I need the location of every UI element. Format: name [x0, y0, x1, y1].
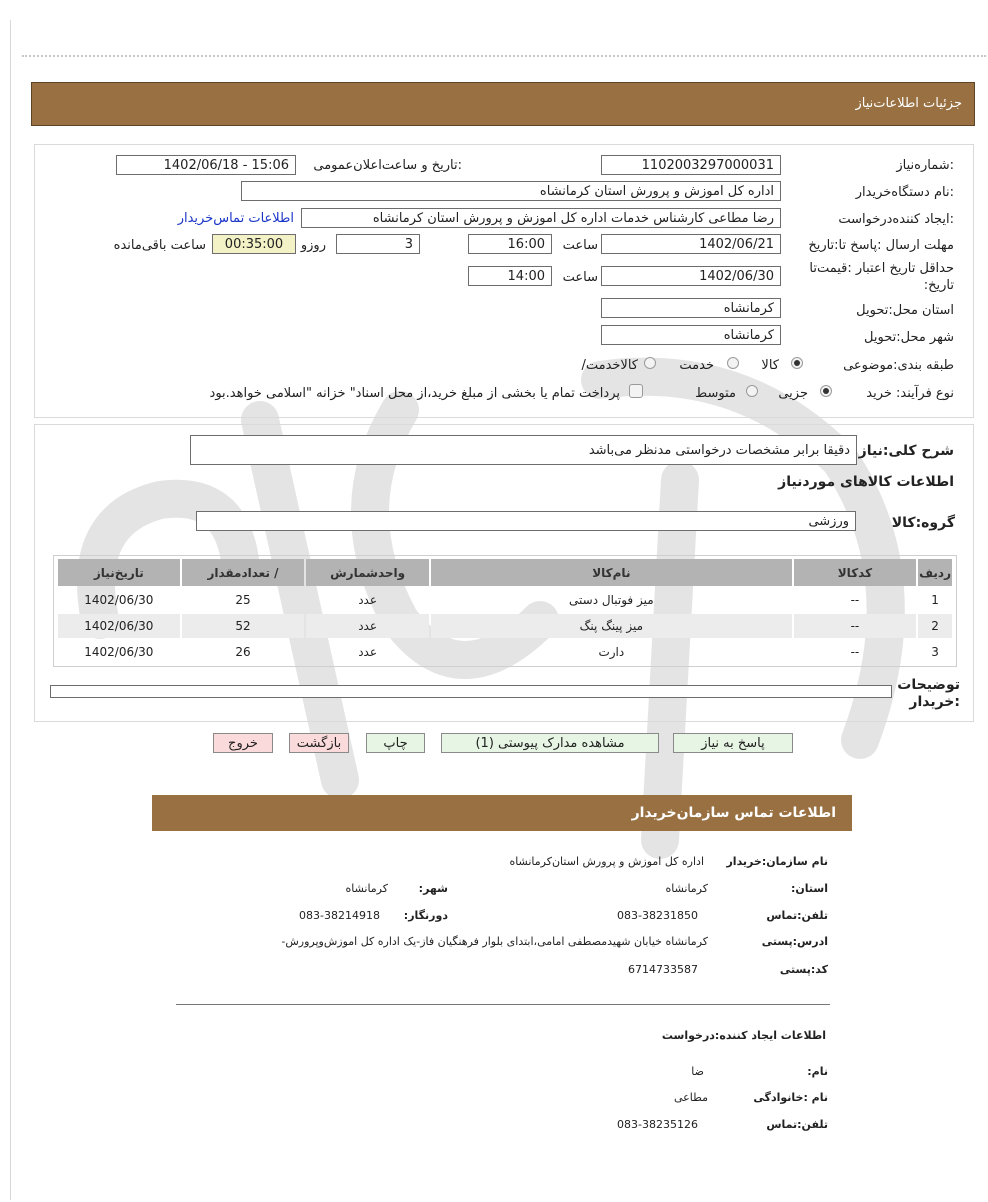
- creator-family-label: نام :خانوادگی: [753, 1091, 828, 1104]
- cell-unit: عدد: [358, 645, 378, 659]
- deadline-time-field: 16:00: [468, 234, 552, 254]
- col-need-date: تاریخ‌نیاز: [58, 559, 180, 586]
- contact-divider: [176, 1004, 830, 1005]
- contact-city-value: کرمانشاه: [345, 882, 388, 895]
- contact-phone-label: تلفن:تماس: [766, 909, 828, 922]
- creator-label: ایجاد کننده‌درخواست:: [838, 212, 954, 227]
- category-radio-goods[interactable]: [791, 357, 803, 369]
- category-goods-label: کالا: [761, 358, 779, 373]
- items-table-header: [58, 559, 952, 586]
- validity-label-1: حداقل تاریخ اعتبار :قیمت‌تا: [809, 261, 954, 276]
- contact-province-value: کرمانشاه: [665, 882, 708, 895]
- validity-time-field: 14:00: [468, 266, 552, 286]
- print-button[interactable]: چاپ: [366, 733, 425, 753]
- need-number-field: 1102003297000031: [601, 155, 781, 175]
- category-service-label: خدمت: [679, 358, 714, 373]
- cell-unit: عدد: [306, 614, 429, 638]
- cell-item-name: میز فوتبال دستی: [569, 593, 654, 607]
- buyer-contact-link[interactable]: اطلاعات تماس‌خریدار: [177, 211, 294, 226]
- col-unit: واحدشمارش: [306, 559, 429, 586]
- goods-info-title: اطلاعات کالاهای موردنیاز: [778, 474, 954, 490]
- process-medium-label: متوسط: [695, 386, 736, 401]
- contact-org-value: اداره کل اموزش و پرورش استان‌کرمانشاه: [509, 855, 704, 868]
- days-field: 3: [336, 234, 420, 254]
- contact-org-label: نام سازمان:خریدار: [726, 855, 828, 868]
- creator-phone-value: 083-38235126: [617, 1118, 698, 1131]
- view-documents-button[interactable]: مشاهده مدارک پیوستی (1): [441, 733, 659, 753]
- buyer-notes-field: [50, 685, 892, 698]
- deadline-time-word: ساعت: [562, 238, 598, 253]
- need-number-label: شماره‌نیاز:: [896, 158, 954, 173]
- contact-phone-value: 083-38231850: [617, 909, 698, 922]
- city-field: کرمانشاه: [601, 325, 781, 345]
- process-radio-small[interactable]: [820, 385, 832, 397]
- category-radio-service[interactable]: [727, 357, 739, 369]
- treasury-text: پرداخت تمام یا بخشی از مبلغ خرید،از محل اسناد" خزانه "اسلامی خواهد.بود: [209, 386, 620, 401]
- page-header-bar: [31, 82, 975, 126]
- city-label: شهر محل:تحویل: [864, 330, 954, 345]
- announce-label: تاریخ و ساعت‌اعلان‌عمومی:: [313, 158, 462, 173]
- creator-info-title: اطلاعات ایجاد کننده:درخواست: [661, 1029, 826, 1042]
- items-table: [56, 557, 954, 666]
- reply-button[interactable]: پاسخ به نیاز: [673, 733, 793, 753]
- dotted-divider: [22, 55, 986, 57]
- treasury-checkbox[interactable]: [629, 384, 643, 398]
- col-row-number: ردیف: [918, 559, 952, 586]
- process-radio-medium[interactable]: [746, 385, 758, 397]
- validity-time-word: ساعت: [562, 270, 598, 285]
- cell-need-date: 1402/06/30: [84, 645, 154, 659]
- goods-group-label: گروه:کالا: [891, 515, 955, 531]
- contact-address-label: ادرس:پستی: [761, 935, 828, 948]
- page-header-title: جزئیات اطلاعات‌نیاز: [855, 96, 962, 111]
- contact-header-title: اطلاعات تماس سازمان‌خریدار: [631, 805, 836, 821]
- goods-group-field: ورزشی: [196, 511, 856, 531]
- category-label: طبقه بندی:موضوعی: [843, 358, 954, 373]
- province-field: کرمانشاه: [601, 298, 781, 318]
- cell-row-number: 2: [918, 614, 952, 638]
- contact-postal-value: 6714733587: [628, 963, 698, 976]
- days-word: روزو: [300, 238, 326, 253]
- table-row: [58, 614, 952, 638]
- validity-label-2: :تاریخ: [923, 278, 954, 293]
- process-small-label: جزیی: [778, 386, 808, 401]
- buyer-org-label: نام دستگاه‌خریدار:: [855, 185, 954, 200]
- cell-item-code: --: [850, 593, 860, 607]
- process-label: نوع فرآیند: خرید: [866, 386, 954, 401]
- cell-quantity: 25: [235, 593, 251, 607]
- remaining-label: ساعت باقی‌مانده: [113, 238, 206, 253]
- deadline-label: مهلت ارسال :پاسخ تا:تاریخ: [808, 238, 954, 253]
- announce-value: 1402/06/18 - 15:06: [163, 158, 289, 173]
- cell-row-number: 3: [931, 645, 939, 659]
- cell-quantity: 26: [235, 645, 251, 659]
- creator-phone-label: تلفن:تماس: [766, 1118, 828, 1131]
- buyer-org-field: اداره کل اموزش و پرورش استان کرمانشاه: [241, 181, 781, 201]
- category-radio-goods-service[interactable]: [644, 357, 656, 369]
- description-label: شرح کلی:نیاز: [858, 443, 954, 459]
- creator-field: رضا مطاعی کارشناس خدمات اداره کل اموزش و پرورش استان کرمانشاه: [301, 208, 781, 228]
- cell-quantity: 52: [182, 614, 305, 638]
- deadline-date-field: 1402/06/21: [601, 234, 781, 254]
- announce-field: [116, 155, 296, 175]
- contact-postal-label: کد:پستی: [779, 963, 828, 976]
- remaining-time-field: 00:35:00: [212, 234, 296, 254]
- cell-item-name: میز پینگ پنگ: [431, 614, 792, 638]
- cell-item-name: دارت: [598, 645, 625, 659]
- cell-need-date: 1402/06/30: [84, 593, 154, 607]
- col-item-code: کدکالا: [794, 559, 916, 586]
- validity-date-field: 1402/06/30: [601, 266, 781, 286]
- table-row: [58, 588, 952, 612]
- table-row: [58, 640, 952, 664]
- buyer-notes-label: توضیحات :خریدار: [897, 677, 960, 710]
- contact-province-label: :استان: [790, 882, 828, 895]
- cell-item-code: --: [794, 614, 916, 638]
- creator-name-label: :نام: [807, 1065, 828, 1078]
- category-goods-service-label: /کالاخدمت: [581, 358, 638, 373]
- col-item-name: نام‌کالا: [431, 559, 792, 586]
- contact-fax-value: 083-38214918: [299, 909, 380, 922]
- back-button[interactable]: بازگشت: [289, 733, 349, 753]
- col-quantity: / تعدادمقدار: [182, 559, 305, 586]
- cell-need-date: 1402/06/30: [58, 614, 180, 638]
- creator-name-value: ضا: [691, 1065, 704, 1078]
- contact-address-value: -کرمانشاه خیابان شهیدمصطفی امامی،ابتدای بلوار فرهنگیان فاز-یک اداره کل اموزش‌وپرورش: [281, 935, 708, 948]
- cell-unit: عدد: [358, 593, 378, 607]
- description-field: دقیقا برابر مشخصات درخواستی مدنظر می‌باشد: [190, 435, 857, 465]
- cell-row-number: 1: [931, 593, 939, 607]
- page-border-line: [10, 20, 11, 1200]
- creator-family-value: مطاعی: [674, 1091, 708, 1104]
- contact-header-bar: [152, 795, 852, 831]
- exit-button[interactable]: خروج: [213, 733, 273, 753]
- contact-fax-label: :دورنگار: [403, 909, 448, 922]
- province-label: استان محل:تحویل: [856, 303, 954, 318]
- contact-city-label: :شهر: [418, 882, 448, 895]
- cell-item-code: --: [850, 645, 860, 659]
